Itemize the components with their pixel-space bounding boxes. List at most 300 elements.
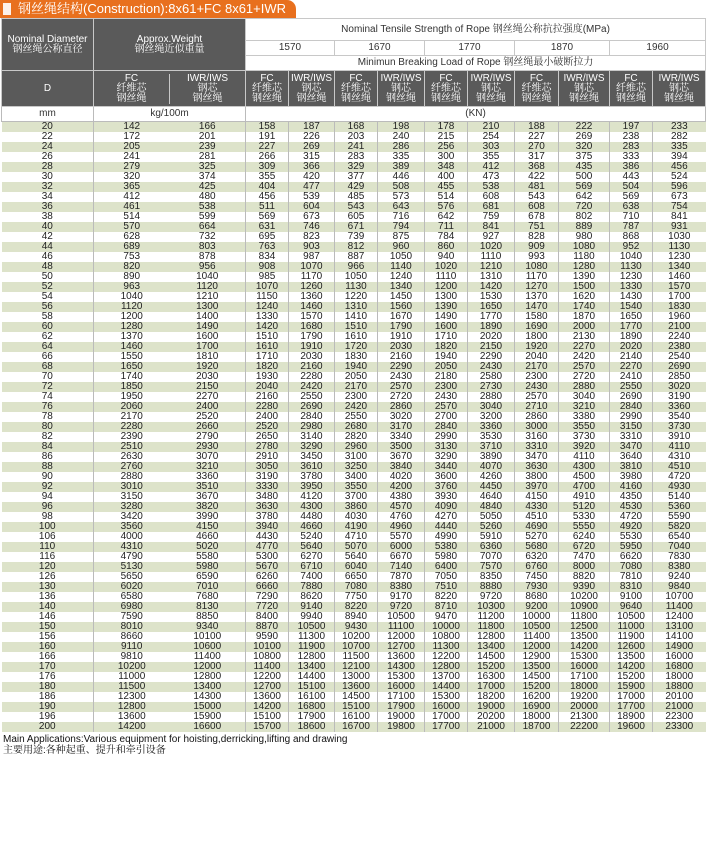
diameter-cell: 166 [2, 652, 94, 662]
value-cell: 1570 [653, 282, 706, 292]
value-cell: 794 [378, 222, 425, 232]
value-cell: 2240 [653, 332, 706, 342]
value-cell: 2180 [425, 372, 468, 382]
value-cell: 422 [515, 172, 559, 182]
value-cell: 11400 [653, 602, 706, 612]
weight-cell [94, 592, 246, 602]
value-cell: 227 [246, 142, 289, 152]
value-cell: 215 [425, 132, 468, 142]
weight-fc-value: 2280 [120, 421, 143, 432]
subheader-line: 纤维芯 [431, 82, 461, 94]
value-cell: 1450 [378, 292, 425, 302]
value-cell: 18900 [610, 712, 653, 722]
value-cell: 8220 [425, 592, 468, 602]
value-cell: 2290 [468, 352, 515, 362]
value-cell: 11400 [515, 632, 559, 642]
diameter-cell: 38 [2, 212, 94, 222]
value-cell: 9720 [378, 602, 425, 612]
value-cell: 8350 [468, 572, 515, 582]
value-cell: 16700 [335, 722, 378, 732]
value-cell: 573 [378, 192, 425, 202]
value-cell: 9430 [335, 622, 378, 632]
value-cell: 3000 [515, 422, 559, 432]
value-cell: 2150 [468, 342, 515, 352]
value-cell: 10500 [610, 612, 653, 622]
value-cell: 681 [468, 202, 515, 212]
value-cell: 286 [378, 142, 425, 152]
value-cell: 2570 [425, 402, 468, 412]
value-cell: 13600 [378, 652, 425, 662]
value-cell: 15700 [246, 722, 289, 732]
value-cell: 203 [335, 132, 378, 142]
value-cell: 10900 [559, 602, 610, 612]
value-cell: 7400 [289, 572, 335, 582]
weight-cell [94, 292, 246, 302]
value-cell: 7450 [515, 572, 559, 582]
weight-iwr-value: 239 [198, 141, 216, 152]
weight-iwr-value: 803 [198, 241, 216, 252]
value-cell: 13500 [610, 652, 653, 662]
weight-fc-value: 5130 [120, 561, 143, 572]
value-cell: 270 [515, 142, 559, 152]
diameter-cell: 44 [2, 242, 94, 252]
value-cell: 12800 [468, 632, 515, 642]
fc-header-1670 [335, 71, 378, 107]
value-cell: 2690 [289, 402, 335, 412]
header-breaking-load: Minimun Breaking Load of Rope 钢丝绳最小破断拉力 [246, 56, 706, 71]
weight-fc-value: 11500 [118, 681, 146, 692]
diameter-cell: 84 [2, 442, 94, 452]
value-cell: 366 [289, 162, 335, 172]
value-cell: 6040 [335, 562, 378, 572]
weight-cell [94, 542, 246, 552]
value-cell: 1650 [610, 312, 653, 322]
value-cell: 1390 [425, 302, 468, 312]
value-cell: 1820 [425, 342, 468, 352]
value-cell: 1790 [378, 322, 425, 332]
value-cell: 1020 [468, 242, 515, 252]
value-cell: 15300 [378, 672, 425, 682]
value-cell: 8220 [335, 602, 378, 612]
value-cell: 3040 [559, 392, 610, 402]
weight-fc-value: 1370 [120, 331, 143, 342]
value-cell: 15200 [515, 682, 559, 692]
weight-iwr-value: 538 [198, 201, 216, 212]
value-cell: 18700 [515, 722, 559, 732]
value-cell: 15200 [610, 672, 653, 682]
value-cell: 5260 [468, 522, 515, 532]
value-cell: 7290 [246, 592, 289, 602]
value-cell: 3700 [335, 492, 378, 502]
subheader-line: 钢丝绳 [341, 92, 371, 104]
subheader-line: FC [439, 72, 453, 84]
value-cell: 4530 [610, 502, 653, 512]
value-cell: 2990 [610, 412, 653, 422]
value-cell: 355 [246, 172, 289, 182]
fc-header-1870 [515, 71, 559, 107]
value-cell: 11900 [289, 642, 335, 652]
value-cell: 6660 [246, 582, 289, 592]
weight-cell [94, 272, 246, 282]
value-cell: 638 [610, 202, 653, 212]
value-cell: 2550 [335, 412, 378, 422]
value-cell: 21000 [653, 702, 706, 712]
weight-cell [94, 332, 246, 342]
subheader-line: 钢丝绳 [252, 92, 282, 104]
value-cell: 3140 [289, 432, 335, 442]
diameter-cell: 20 [2, 122, 94, 133]
value-cell: 2880 [468, 392, 515, 402]
weight-cell [94, 242, 246, 252]
weight-fc-value: 628 [123, 231, 141, 242]
weight-iwr-value: 2520 [196, 411, 219, 422]
value-cell: 2290 [378, 362, 425, 372]
value-cell: 2040 [246, 382, 289, 392]
value-cell: 4090 [425, 502, 468, 512]
value-cell: 4960 [378, 522, 425, 532]
weight-cell [94, 432, 246, 442]
value-cell: 6260 [246, 572, 289, 582]
value-cell: 18000 [559, 682, 610, 692]
value-cell: 2020 [468, 332, 515, 342]
subheader-line: 钢丝绳 [476, 92, 506, 104]
diameter-cell: 82 [2, 432, 94, 442]
value-cell: 282 [653, 132, 706, 142]
value-cell: 12200 [246, 672, 289, 682]
value-cell: 504 [610, 182, 653, 192]
value-cell: 3450 [289, 452, 335, 462]
subheader-line: 钢丝绳 [664, 92, 695, 104]
value-cell: 6670 [378, 552, 425, 562]
value-cell: 2300 [335, 392, 378, 402]
weight-cell [94, 562, 246, 572]
value-cell: 3540 [653, 412, 706, 422]
value-cell: 952 [610, 242, 653, 252]
weight-iwr-value: 425 [198, 181, 216, 192]
value-cell: 1220 [335, 292, 378, 302]
fc-header-1570 [246, 71, 289, 107]
value-cell: 11300 [289, 632, 335, 642]
weight-iwr-value: 2270 [196, 391, 219, 402]
weight-cell [94, 342, 246, 352]
weight-iwr-value: 1120 [196, 281, 218, 292]
weight-iwr-value: 1700 [196, 341, 219, 352]
diameter-cell: 160 [2, 642, 94, 652]
value-cell: 4120 [289, 492, 335, 502]
value-cell: 477 [289, 182, 335, 192]
value-cell: 10700 [335, 642, 378, 652]
value-cell: 539 [289, 192, 335, 202]
value-cell: 377 [335, 172, 378, 182]
weight-cell [94, 252, 246, 262]
value-cell: 309 [246, 162, 289, 172]
value-cell: 5980 [425, 552, 468, 562]
value-cell: 16000 [425, 702, 468, 712]
weight-fc-value: 412 [123, 191, 141, 202]
value-cell: 7070 [468, 552, 515, 562]
value-cell: 1340 [378, 282, 425, 292]
diameter-cell: 34 [2, 192, 94, 202]
weight-cell [94, 192, 246, 202]
value-cell: 15200 [468, 662, 515, 672]
value-cell: 4770 [246, 542, 289, 552]
value-cell: 2130 [559, 332, 610, 342]
value-cell: 673 [289, 212, 335, 222]
diameter-cell: 48 [2, 262, 94, 272]
header-tensile: Nominal Tensile Strength of Rope 钢丝绳公称抗拉强度(MPa) [246, 19, 706, 41]
weight-cell [94, 582, 246, 592]
weight-fc-value: 570 [123, 221, 141, 232]
value-cell: 1050 [378, 252, 425, 262]
value-cell: 678 [515, 212, 559, 222]
value-cell: 1420 [468, 282, 515, 292]
diameter-cell: 80 [2, 422, 94, 432]
value-cell: 887 [335, 252, 378, 262]
value-cell: 2840 [289, 412, 335, 422]
value-cell: 2030 [378, 342, 425, 352]
weight-cell [94, 152, 246, 162]
weight-fc-value: 2760 [120, 461, 143, 472]
value-cell: 4030 [335, 512, 378, 522]
diameter-cell: 68 [2, 362, 94, 372]
value-cell: 22200 [559, 722, 610, 732]
weight-iwr-header [170, 74, 245, 104]
value-cell: 2050 [335, 372, 378, 382]
value-cell: 315 [289, 152, 335, 162]
value-cell: 10800 [425, 632, 468, 642]
value-cell: 1390 [559, 272, 610, 282]
weight-cell [94, 602, 246, 612]
value-cell: 14200 [246, 702, 289, 712]
value-cell: 1040 [610, 252, 653, 262]
value-cell: 2710 [515, 402, 559, 412]
value-cell: 3190 [246, 472, 289, 482]
value-cell: 875 [378, 232, 425, 242]
weight-cell [94, 692, 246, 702]
subheader-line: 纤维芯 [341, 82, 371, 94]
value-cell: 12100 [335, 662, 378, 672]
value-cell: 2270 [559, 342, 610, 352]
value-cell: 8400 [246, 612, 289, 622]
value-cell: 7720 [246, 602, 289, 612]
value-cell: 11300 [425, 642, 468, 652]
value-cell: 1110 [425, 272, 468, 282]
diameter-cell: 98 [2, 512, 94, 522]
value-cell: 2430 [468, 362, 515, 372]
units-row [2, 107, 706, 122]
value-cell: 3400 [335, 472, 378, 482]
subheader-line: 钢芯 [391, 82, 411, 94]
value-cell: 9470 [425, 612, 468, 622]
value-cell: 13500 [515, 662, 559, 672]
value-cell: 11900 [610, 632, 653, 642]
value-cell: 5950 [610, 542, 653, 552]
weight-fc-value: 4000 [120, 531, 143, 542]
diameter-cell: 72 [2, 382, 94, 392]
value-cell: 3800 [515, 472, 559, 482]
footer [0, 734, 706, 756]
weight-iwr-value: 2790 [196, 431, 219, 442]
value-cell: 5140 [653, 492, 706, 502]
value-cell: 9590 [246, 632, 289, 642]
value-cell: 1540 [610, 302, 653, 312]
subheader-line: 纤维芯 [252, 82, 282, 94]
weight-iwr-value: 10600 [193, 641, 222, 652]
value-cell: 7570 [468, 562, 515, 572]
weight-iwr-value: 1040 [196, 271, 219, 282]
value-cell: 3930 [425, 492, 468, 502]
value-cell: 303 [468, 142, 515, 152]
diameter-cell: 88 [2, 462, 94, 472]
value-cell: 5330 [559, 512, 610, 522]
value-cell: 1240 [246, 302, 289, 312]
value-cell: 3780 [246, 512, 289, 522]
value-cell: 23300 [653, 722, 706, 732]
value-cell: 2300 [515, 372, 559, 382]
diameter-cell: 86 [2, 452, 94, 462]
weight-iwr-value: 1810 [196, 351, 219, 362]
iwr-header-1770 [468, 71, 515, 107]
value-cell: 1920 [515, 342, 559, 352]
value-cell: 1340 [653, 262, 706, 272]
value-cell: 12400 [653, 612, 706, 622]
weight-iwr-value: 2400 [196, 401, 219, 412]
value-cell: 3730 [559, 432, 610, 442]
table-row [2, 722, 706, 732]
value-cell: 12600 [610, 642, 653, 652]
value-cell: 14500 [468, 652, 515, 662]
value-cell: 3020 [378, 412, 425, 422]
value-cell: 3020 [653, 382, 706, 392]
weight-iwr-value: 664 [198, 221, 216, 232]
weight-iwr-value: 13400 [193, 681, 222, 692]
grade-1960: 1960 [610, 41, 706, 56]
value-cell: 1470 [515, 302, 559, 312]
unit-load: (KN) [246, 107, 706, 122]
weight-cell [94, 422, 246, 432]
value-cell: 348 [425, 162, 468, 172]
value-cell: 823 [289, 232, 335, 242]
value-cell: 16100 [335, 712, 378, 722]
weight-iwr-value: 2930 [196, 441, 219, 452]
weight-fc-value: 1950 [120, 391, 143, 402]
value-cell: 15100 [246, 712, 289, 722]
value-cell: 3340 [378, 432, 425, 442]
weight-iwr-value: 201 [198, 131, 216, 142]
value-cell: 10000 [425, 622, 468, 632]
iwr-header-1870 [559, 71, 610, 107]
value-cell: 2430 [515, 382, 559, 392]
diameter-cell: 66 [2, 352, 94, 362]
weight-cell [94, 362, 246, 372]
value-cell: 19000 [378, 712, 425, 722]
value-cell: 2580 [468, 372, 515, 382]
value-cell: 9840 [653, 582, 706, 592]
value-cell: 2050 [425, 362, 468, 372]
value-cell: 18000 [653, 672, 706, 682]
weight-iwr-value: 2660 [196, 421, 219, 432]
value-cell: 5270 [515, 532, 559, 542]
value-cell: 335 [653, 142, 706, 152]
value-cell: 4640 [468, 492, 515, 502]
data-body [2, 122, 706, 733]
value-cell: 1130 [610, 262, 653, 272]
weight-cell [94, 682, 246, 692]
value-cell: 569 [559, 182, 610, 192]
diameter-cell: 40 [2, 222, 94, 232]
value-cell: 481 [515, 182, 559, 192]
weight-iwr-value: 732 [198, 231, 216, 242]
value-cell: 1130 [335, 282, 378, 292]
value-cell: 8880 [468, 582, 515, 592]
weight-fc-value: 2510 [120, 441, 143, 452]
weight-cell [94, 502, 246, 512]
weight-fc-value: 514 [123, 211, 141, 222]
weight-cell [94, 642, 246, 652]
value-cell: 3550 [335, 482, 378, 492]
value-cell: 7870 [378, 572, 425, 582]
weight-fc-value: 12800 [117, 701, 146, 712]
header-diameter-cn: 钢丝绳公称直径 [12, 43, 83, 55]
diameter-cell: 92 [2, 482, 94, 492]
value-cell: 10100 [246, 642, 289, 652]
value-cell: 266 [246, 152, 289, 162]
value-cell: 2730 [468, 382, 515, 392]
value-cell: 14400 [425, 682, 468, 692]
value-cell: 1310 [335, 302, 378, 312]
value-cell: 3950 [289, 482, 335, 492]
value-cell: 4930 [653, 482, 706, 492]
value-cell: 16800 [653, 662, 706, 672]
value-cell: 18600 [289, 722, 335, 732]
value-cell: 16000 [378, 682, 425, 692]
weight-cell [94, 622, 246, 632]
value-cell: 4350 [610, 492, 653, 502]
value-cell: 1560 [378, 302, 425, 312]
value-cell: 2840 [425, 422, 468, 432]
value-cell: 3630 [515, 462, 559, 472]
value-cell: 3470 [515, 452, 559, 462]
value-cell: 17100 [378, 692, 425, 702]
value-cell: 673 [653, 192, 706, 202]
value-cell: 960 [378, 242, 425, 252]
value-cell: 17700 [610, 702, 653, 712]
value-cell: 6540 [653, 532, 706, 542]
value-cell: 187 [289, 122, 335, 133]
value-cell: 1740 [559, 302, 610, 312]
value-cell: 18800 [653, 682, 706, 692]
value-cell: 5680 [515, 542, 559, 552]
weight-cell [94, 482, 246, 492]
header-weight-cn: 钢丝绳近似重量 [134, 43, 205, 55]
value-cell: 1490 [425, 312, 468, 322]
value-cell: 1140 [378, 262, 425, 272]
value-cell: 3150 [610, 422, 653, 432]
value-cell: 828 [515, 232, 559, 242]
value-cell: 1610 [335, 332, 378, 342]
weight-iwr-value: 8850 [196, 611, 219, 622]
value-cell: 671 [335, 222, 378, 232]
weight-fc-value: 461 [123, 201, 141, 212]
value-cell: 333 [610, 152, 653, 162]
value-cell: 608 [468, 192, 515, 202]
subheader-line: FC [529, 72, 544, 84]
weight-fc-value: 1850 [120, 381, 143, 392]
weight-cell [94, 532, 246, 542]
value-cell: 604 [289, 202, 335, 212]
value-cell: 12800 [425, 662, 468, 672]
value-cell: 5670 [246, 562, 289, 572]
